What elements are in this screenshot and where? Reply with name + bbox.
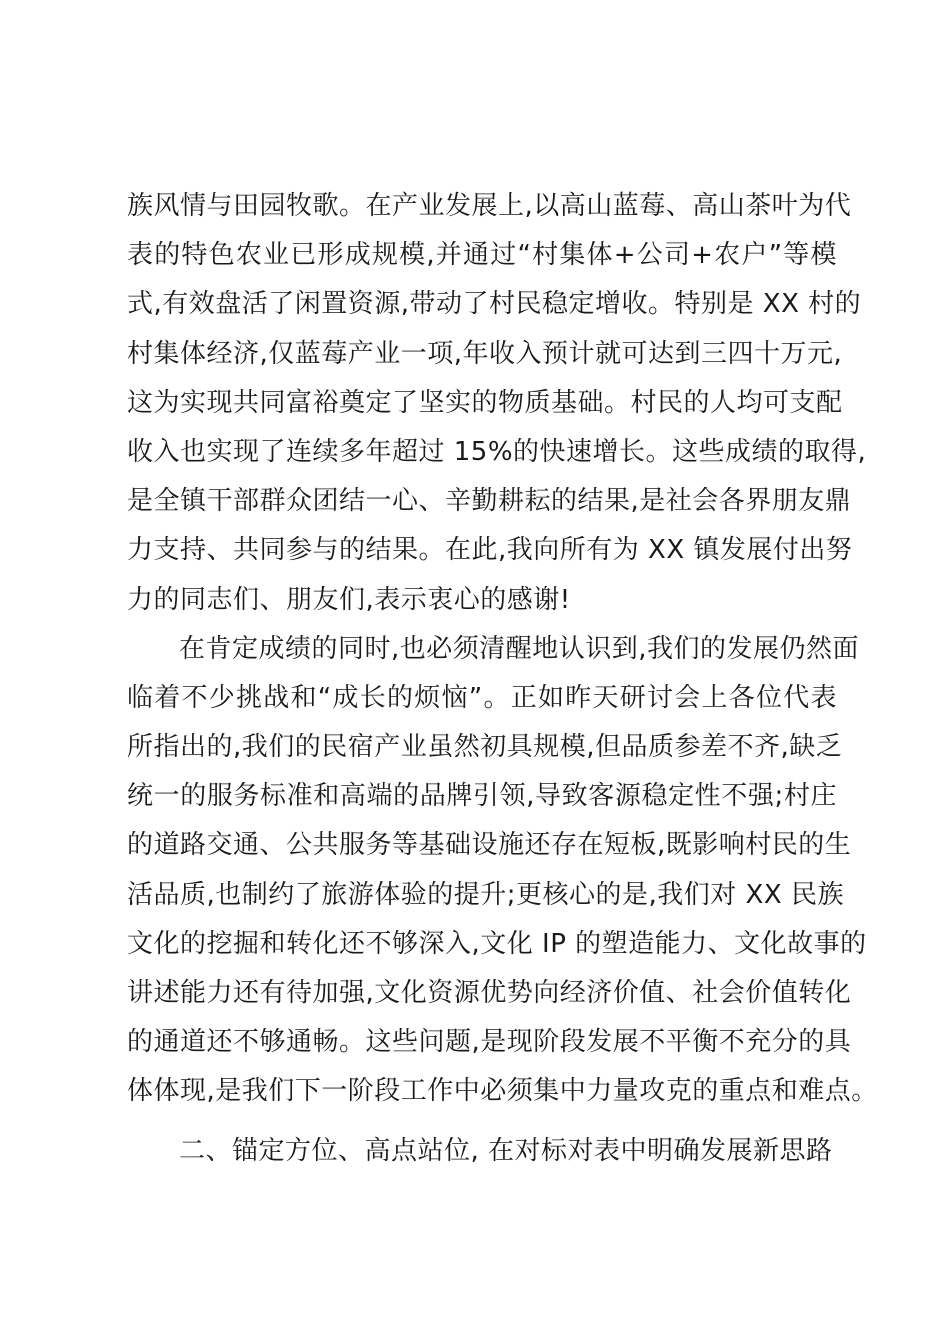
text-line: 的通道还不够通畅。这些问题,是现阶段发展不平衡不充分的具	[127, 1027, 852, 1058]
text-line: 统一的服务标准和高端的品牌引领,导致客源稳定性不强;村庄	[127, 781, 837, 812]
text-line: 体体现,是我们下一阶段工作中必须集中力量攻克的重点和难点。	[127, 1076, 878, 1107]
text-line: 村集体经济,仅蓝莓产业一项,年收入预计就可达到三四十万元,	[127, 338, 843, 369]
text-line: 收入也实现了连续多年超过 15%的快速增长。这些成绩的取得,	[127, 436, 867, 467]
text-line: 文化的挖掘和转化还不够深入,文化 IP 的塑造能力、文化故事的	[127, 928, 867, 959]
text-line: 力支持、共同参与的结果。在此,我向所有为 XX 镇发展付出努	[127, 535, 853, 566]
section-heading: 二、锚定方位、高点站位, 在对标对表中明确发展新思路	[179, 1136, 833, 1166]
paragraph-achievements	[127, 182, 867, 625]
text-line: 表的特色农业已形成规模,并通过“村集体+公司+农户”等模	[127, 240, 837, 271]
text-line: 讲述能力还有待加强,文化资源优势向经济价值、社会价值转化	[127, 978, 852, 1008]
text-line: 临着不少挑战和“成长的烦恼”。正如昨天研讨会上各位代表	[127, 682, 837, 713]
text-line: 力的同志们、朋友们,表示衷心的感谢!	[127, 584, 571, 615]
text-line: 式,有效盘活了闲置资源,带动了村民稳定增收。特别是 XX 村的	[127, 289, 862, 320]
text-line: 在肯定成绩的同时,也必须清醒地认识到,我们的发展仍然面	[179, 633, 860, 664]
text-line: 这为实现共同富裕奠定了坚实的物质基础。村民的人均可支配	[127, 387, 843, 418]
body-text	[127, 182, 878, 1117]
text-line: 所指出的,我们的民宿产业虽然初具规模,但品质参差不齐,缺乏	[127, 732, 843, 763]
text-line: 族风情与田园牧歌。在产业发展上,以高山蓝莓、高山茶叶为代	[127, 191, 852, 221]
text-line: 的道路交通、公共服务等基础设施还存在短板,既影响村民的生	[127, 830, 852, 861]
text-line: 活品质,也制约了旅游体验的提升;更核心的是,我们对 XX 民族	[127, 879, 844, 910]
text-line: 是全镇干部群众团结一心、辛勤耕耘的结果,是社会各界朋友鼎	[127, 486, 852, 517]
paragraph-challenges	[127, 625, 878, 1117]
